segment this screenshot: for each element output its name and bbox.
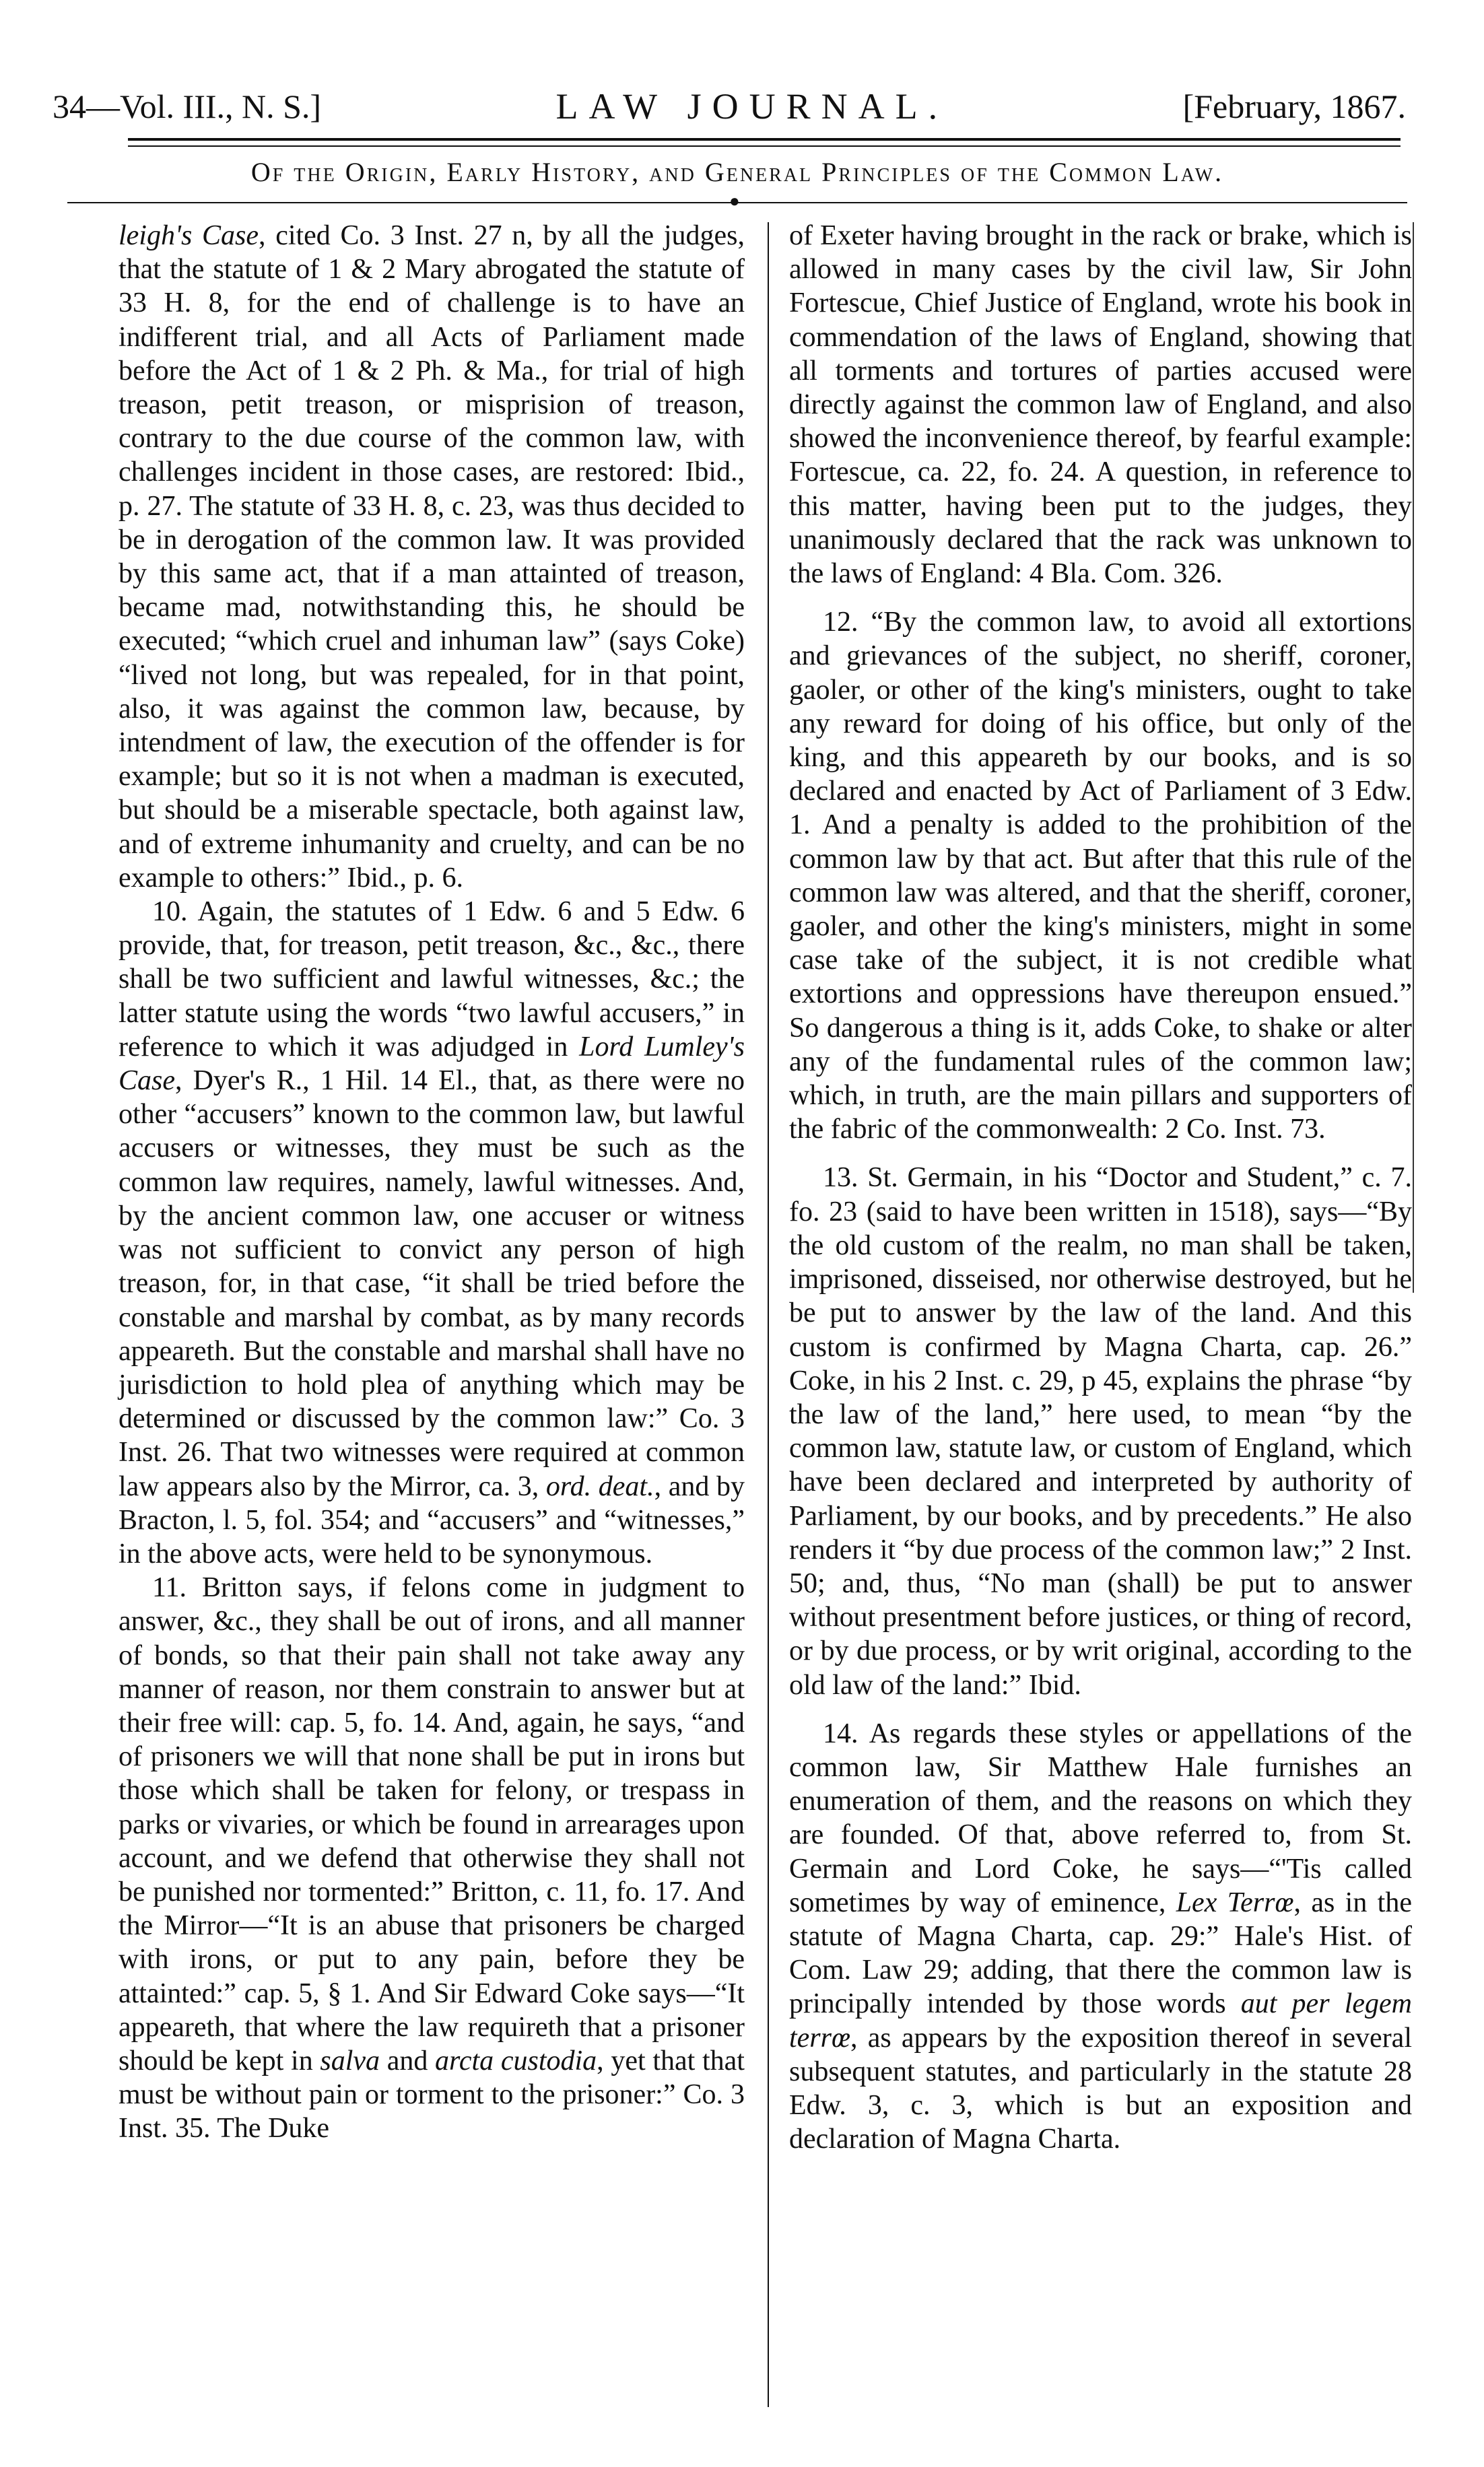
paragraph: [789, 1717, 1412, 2157]
text-run: , and by Bracton, l. 5, fol. 354; and “accusers” and “witnesses,” in the above acts, were held to be synonymous.: [119, 1471, 745, 1569]
text-run: and: [380, 2045, 436, 2076]
text-run: 12. “By the common law, to avoid all extortions and grievances of the subject, no sheriff, coroner, gaoler, or other of the king's ministers, ought to take any reward for doing of his office, but only of the king, and this appeareth by our books, and is so declared and enacted by Act of Parliament of 3 Edw. 1. And a penalty is added to the prohibition of the common law by that act. But after that this rule of the common law was altered, and that the sheriff, coroner, gaoler, and other the king's ministers, might in some case take of the subject, it is not credible what extortions and oppressions have thereupon ensued.” So dangerous a thing is it, adds Coke, to shake or alter any of the fundamental rules of the common law; which, in truth, are the main pillars and supporters of the fabric of the commonwealth: 2 Co. Inst. 73.: [789, 607, 1412, 1145]
paragraph: [789, 219, 1412, 590]
header-rule-thin: [128, 145, 1401, 147]
text-run: , cited Co. 3 Inst. 27 n, by all the judges, that the statute of 1 & 2 Mary abrogated the statute of 33 H. 8, for the end of challenge is to have an indifferent trial, and all Acts of Parliament made before the Act of 1 & 2 Ph. & Ma., for trial of high treason, petit treason, or misprision of treason, contrary to the due course of the common law, with challenges incident in those cases, are restored: Ibid., p. 27. The statute of 33 H. 8, c. 23, was thus decided to be in derogation of the common law. It was provided by this same act, that if a man attainted of treason, became mad, notwithstanding this, he should be executed; “which cruel and inhuman law” (says Coke) “lived not long, but was repealed, for in that point, also, it was against the common law, because, by intendment of law, the execution of the offender is for example; but so it is not when a madman is executed, but should be a miserable spectacle, both against law, and of extreme inhumanity and cruelty, and can be no example to others:” Ibid., p. 6.: [119, 220, 745, 893]
text-run: of Exeter having brought in the rack or brake, which is allowed in many cases by the civil law, Sir John Fortescue, Chief Justice of England, wrote his book in commendation of the laws of England, showing that all torments and tortures of parties accused were directly against the common law of England, and also showed the inconvenience thereof, by fearful example: Fortescue, ca. 22, fo. 24. A question, in reference to this matter, having been put to the judges, they unanimously declared that the rack was unknown to the laws of England: 4 Bla. Com. 326.: [789, 220, 1412, 590]
running-header: [53, 79, 1406, 133]
issue-date: [February, 1867.: [1182, 88, 1406, 125]
italic-text: Lord Lumley's Case: [119, 1031, 745, 1097]
text-run: 14. As regards these styles or appellations of the common law, Sir Matthew Hale furnishes an enumeration of them, and the reasons on which they are founded. Of that, above referred to, from St. Germain and Lord Coke, he says—“'Tis called sometimes by way of eminence,: [789, 1718, 1412, 1918]
text-run: , as appears by the exposition thereof in several subsequent statutes, and particularly in the statute 28 Edw. 3, c. 3, which is but an exposition and declaration of Magna Charta.: [789, 2022, 1412, 2155]
italic-text: arcta custodia: [435, 2045, 597, 2076]
journal-title: LAW JOURNAL.: [555, 86, 949, 127]
text-run: 11. Britton says, if felons come in judgment to answer, &c., they shall be out of irons, and all manner of bonds, so that their pain shall not take away any manner of reason, nor them constrain to answer but at their free will: cap. 5, fo. 14. And, again, he says, “and of prisoners we will that none shall be put in irons but those which shall be taken for felony, or trespass in parks or vivaries, or which be found in arrearages upon account, and we defend that otherwise they shall not be punished nor tormented:” Britton, c. 11, fo. 17. And the Mirror—“It is an abuse that prisoners be charged with irons, or put to any pain, before they be attainted:” cap. 5, § 1. And Sir Edward Coke says—“It appeareth, that where the law requireth that a prisoner should be kept in: [119, 1572, 745, 2076]
paragraph: [119, 895, 745, 1571]
paragraph: [789, 605, 1412, 1146]
italic-text: Lex Terrœ: [1176, 1887, 1294, 1918]
header-rule-thick: [128, 138, 1401, 141]
article-title: Of the Origin, Early History, and General Principles of the Common Law.: [250, 157, 1224, 187]
dot-ornament-icon: ●: [729, 191, 740, 211]
right-column: [789, 219, 1412, 2156]
left-column: [119, 219, 745, 2146]
volume-number: 34—Vol. III., N. S.]: [53, 88, 322, 125]
italic-text: aut per legem terrœ: [789, 1988, 1412, 2054]
paragraph: [119, 219, 745, 895]
text-run: , as in the statute of Magna Charta, cap. 29:” Hale's Hist. of Com. Law 29; adding, that there the common law is principally intended by those words: [789, 1887, 1412, 2020]
paragraph: [119, 1571, 745, 2145]
paragraph: [789, 1161, 1412, 1701]
column-divider: [768, 222, 769, 2407]
text-run: , yet that that must be without pain or torment to the prisoner:” Co. 3 Inst. 35. The Duke: [119, 2045, 745, 2144]
text-run: 10. Again, the statutes of 1 Edw. 6 and 5 Edw. 6 provide, that, for treason, petit treason, &c., &c., there shall be two sufficient and lawful witnesses, &c.; the latter statute using the words “two lawful accusers,” in reference to which it was adjudged in: [119, 896, 745, 1062]
italic-text: salva: [320, 2045, 380, 2076]
text-run: , Dyer's R., 1 Hil. 14 El., that, as there were no other “accusers” known to the common law, but lawful accusers or witnesses, they must be such as the common law requires, namely, lawful witnesses. And, by the ancient common law, one accuser or witness was not sufficient to convict any person of high treason, for, in that case, “it shall be tried before the constable and marshal by combat, as by many records appeareth. But the constable and marshal shall have no jurisdiction to hold plea of anything which may be determined or discussed by the common law:” Co. 3 Inst. 26. That two witnesses were required at common law appears also by the Mirror, ca. 3,: [119, 1065, 745, 1502]
italic-text: leigh's Case: [119, 220, 259, 251]
page-edge-rule: [1413, 222, 1414, 1293]
italic-text: ord. deat.: [545, 1471, 654, 1502]
text-run: 13. St. Germain, in his “Doctor and Student,” c. 7. fo. 23 (said to have been written in 1518), says—“By the old custom of the realm, no man shall be taken, imprisoned, disseised, nor otherwise destroyed, but he be put to answer by the law of the land. And this custom is confirmed by Magna Charta, cap. 26.” Coke, in his 2 Inst. c. 29, p 45, explains the phrase “by the law of the land,” here used, to mean “by the common law, statute law, or custom of England, which have been declared and interpreted by authority of Parliament, by our books, and by precedents.” He also renders it “by due process of the common law;” 2 Inst. 50; and, thus, “No man (shall) be put to answer without presentment before justices, or thing of record, or by due process, or by writ original, according to the old law of the land:” Ibid.: [789, 1162, 1412, 1701]
